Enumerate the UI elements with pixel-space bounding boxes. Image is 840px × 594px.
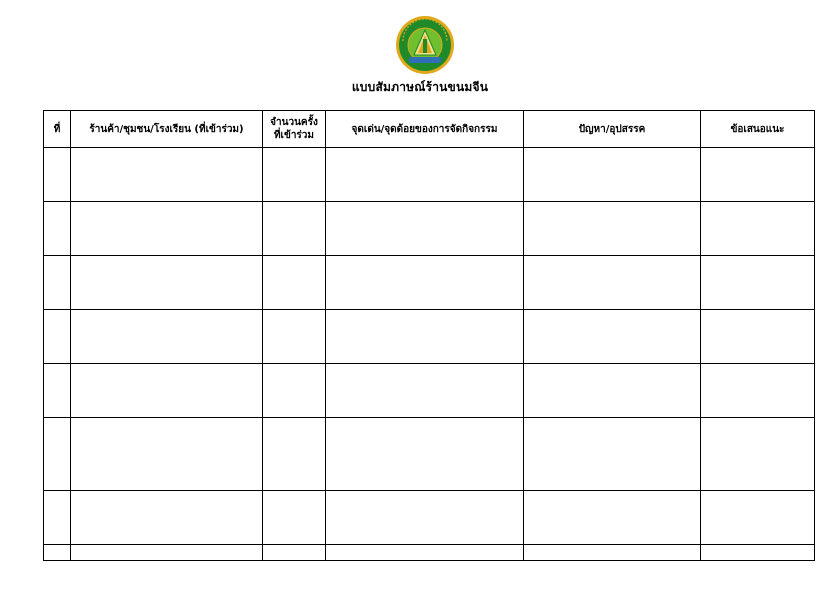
cell-strengths[interactable]: [326, 148, 524, 202]
cell-suggestions[interactable]: [701, 418, 815, 491]
cell-count[interactable]: [263, 364, 326, 418]
cell-strengths[interactable]: [326, 256, 524, 310]
cell-suggestions[interactable]: [701, 148, 815, 202]
cell-suggestions[interactable]: [701, 310, 815, 364]
header-count-line1: จำนวนครั้ง: [270, 117, 318, 128]
cell-count[interactable]: [263, 545, 326, 561]
cell-strengths[interactable]: [326, 310, 524, 364]
cell-shop[interactable]: [71, 491, 263, 545]
cell-no[interactable]: [44, 545, 71, 561]
table-row: [44, 148, 815, 202]
cell-no[interactable]: [44, 364, 71, 418]
cell-shop[interactable]: [71, 202, 263, 256]
cell-no[interactable]: [44, 418, 71, 491]
cell-strengths[interactable]: [326, 364, 524, 418]
header-strengths: จุดเด่น/จุดด้อยของการจัดกิจกรรม: [326, 111, 524, 148]
cell-no[interactable]: [44, 148, 71, 202]
header-count-line2: ที่เข้าร่วม: [273, 130, 315, 141]
cell-strengths[interactable]: [326, 418, 524, 491]
table-row: [44, 545, 815, 561]
document-title: แบบสัมภาษณ์ร้านขนมจีน: [351, 80, 489, 94]
cell-problems[interactable]: [524, 491, 701, 545]
header-count: [263, 111, 326, 148]
interview-table: [43, 110, 815, 561]
cell-shop[interactable]: [71, 418, 263, 491]
cell-count[interactable]: [263, 491, 326, 545]
table-row: [44, 202, 815, 256]
seal-icon: [395, 15, 455, 75]
cell-shop[interactable]: [71, 310, 263, 364]
cell-problems[interactable]: [524, 148, 701, 202]
cell-problems[interactable]: [524, 364, 701, 418]
cell-shop[interactable]: [71, 148, 263, 202]
header-no: ที่: [44, 111, 71, 148]
cell-problems[interactable]: [524, 256, 701, 310]
cell-shop[interactable]: [71, 364, 263, 418]
cell-shop[interactable]: [71, 256, 263, 310]
cell-strengths[interactable]: [326, 491, 524, 545]
table-row: [44, 310, 815, 364]
cell-suggestions[interactable]: [701, 256, 815, 310]
table-row: [44, 256, 815, 310]
cell-count[interactable]: [263, 148, 326, 202]
cell-problems[interactable]: [524, 545, 701, 561]
cell-count[interactable]: [263, 418, 326, 491]
cell-no[interactable]: [44, 256, 71, 310]
header-shop: ร้านค้า/ชุมชน/โรงเรียน (ที่เข้าร่วม): [71, 111, 263, 148]
cell-suggestions[interactable]: [701, 491, 815, 545]
table-row: [44, 491, 815, 545]
cell-no[interactable]: [44, 202, 71, 256]
table-row: [44, 418, 815, 491]
cell-strengths[interactable]: [326, 202, 524, 256]
cell-no[interactable]: [44, 310, 71, 364]
cell-count[interactable]: [263, 202, 326, 256]
cell-count[interactable]: [263, 310, 326, 364]
cell-strengths[interactable]: [326, 545, 524, 561]
school-logo: [395, 15, 455, 75]
cell-shop[interactable]: [71, 545, 263, 561]
cell-suggestions[interactable]: [701, 545, 815, 561]
table-row: [44, 364, 815, 418]
header-row: [44, 111, 815, 148]
cell-problems[interactable]: [524, 310, 701, 364]
cell-no[interactable]: [44, 491, 71, 545]
cell-problems[interactable]: [524, 418, 701, 491]
header-suggestions: ข้อเสนอแนะ: [701, 111, 815, 148]
cell-suggestions[interactable]: [701, 364, 815, 418]
header-problems: ปัญหา/อุปสรรค: [524, 111, 701, 148]
cell-suggestions[interactable]: [701, 202, 815, 256]
cell-count[interactable]: [263, 256, 326, 310]
cell-problems[interactable]: [524, 202, 701, 256]
